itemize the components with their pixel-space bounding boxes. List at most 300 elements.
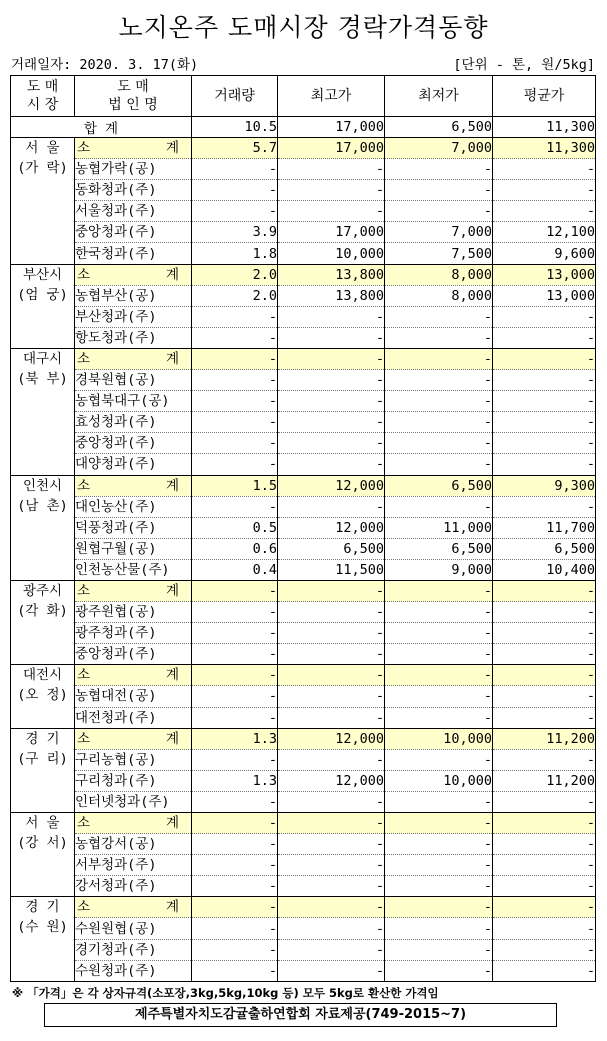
subtotal-volume: - <box>192 897 278 918</box>
cell-volume: 1.3 <box>192 770 278 791</box>
market-name-line: (북 부) <box>17 371 68 388</box>
table-row <box>11 770 596 791</box>
corp-name: 대전청과(주) <box>75 707 192 728</box>
subtotal-label <box>75 138 192 159</box>
cell-max: - <box>278 791 385 812</box>
cell-min: 11,000 <box>385 517 493 538</box>
corp-name: 수원청과(주) <box>75 960 192 981</box>
table-row <box>11 222 596 243</box>
subtotal-label <box>75 580 192 601</box>
cell-volume: - <box>192 180 278 201</box>
table-row <box>11 876 596 897</box>
corp-name: 효성청과(주) <box>75 412 192 433</box>
market-name-line: 광주시 <box>22 582 63 599</box>
subtotal-volume: - <box>192 580 278 601</box>
header-market-line2: 시 장 <box>26 97 59 113</box>
subtotal-label-text <box>75 265 191 285</box>
header-min: 최저가 <box>385 76 493 117</box>
cell-max: - <box>278 180 385 201</box>
subtotal-label-part: 계 <box>165 477 179 494</box>
cell-volume: - <box>192 707 278 728</box>
cell-max: - <box>278 855 385 876</box>
subtotal-label-part: 소 <box>77 899 91 916</box>
cell-volume: - <box>192 306 278 327</box>
cell-max: - <box>278 707 385 728</box>
cell-volume: - <box>192 644 278 665</box>
corp-name: 덕풍청과(주) <box>75 517 192 538</box>
cell-max: - <box>278 749 385 770</box>
table-row <box>11 285 596 306</box>
subtotal-label-part: 소 <box>77 815 91 832</box>
table-row <box>11 306 596 327</box>
cell-max: - <box>278 876 385 897</box>
header-corp-line2: 법 인 명 <box>108 97 158 113</box>
cell-avg: - <box>493 201 596 222</box>
subtotal-row <box>11 348 596 369</box>
cell-max: - <box>278 159 385 180</box>
corp-name: 경북원협(공) <box>75 370 192 391</box>
cell-min: - <box>385 180 493 201</box>
cell-min: - <box>385 791 493 812</box>
cell-max: - <box>278 644 385 665</box>
cell-avg: - <box>493 939 596 960</box>
subtotal-avg: - <box>493 348 596 369</box>
total-row <box>11 117 596 138</box>
subtotal-max: - <box>278 580 385 601</box>
total-min: 6,500 <box>385 117 493 138</box>
cell-max: 10,000 <box>278 243 385 264</box>
cell-max: 17,000 <box>278 222 385 243</box>
table-row <box>11 791 596 812</box>
market-cell <box>11 264 75 348</box>
cell-min: - <box>385 644 493 665</box>
cell-max: - <box>278 918 385 939</box>
market-name-line: 경 기 <box>25 730 60 747</box>
cell-volume: 2.0 <box>192 285 278 306</box>
subtotal-max: 17,000 <box>278 138 385 159</box>
cell-volume: - <box>192 960 278 981</box>
table-row <box>11 159 596 180</box>
cell-volume: - <box>192 454 278 475</box>
cell-max: 12,000 <box>278 770 385 791</box>
subtotal-label <box>75 728 192 749</box>
subtotal-min: - <box>385 897 493 918</box>
table-row <box>11 370 596 391</box>
subtotal-max: 12,000 <box>278 475 385 496</box>
subtotal-label-part: 계 <box>165 350 179 367</box>
cell-max: - <box>278 391 385 412</box>
corp-name: 원협구월(공) <box>75 538 192 559</box>
subtotal-max: - <box>278 813 385 834</box>
cell-min: - <box>385 370 493 391</box>
corp-name: 경기청과(주) <box>75 939 192 960</box>
cell-min: 9,000 <box>385 559 493 580</box>
cell-avg: - <box>493 454 596 475</box>
corp-name: 서부청과(주) <box>75 855 192 876</box>
header-max: 최고가 <box>278 76 385 117</box>
cell-min: - <box>385 454 493 475</box>
cell-max: 12,000 <box>278 517 385 538</box>
total-max: 17,000 <box>278 117 385 138</box>
cell-max: - <box>278 370 385 391</box>
market-name-line: 서 울 <box>25 815 60 831</box>
cell-min: - <box>385 496 493 517</box>
cell-min: - <box>385 602 493 623</box>
cell-max: - <box>278 623 385 644</box>
market-name-line: (오 정) <box>17 687 68 704</box>
table-row <box>11 391 596 412</box>
subtotal-label <box>75 475 192 496</box>
subtotal-avg: 13,000 <box>493 264 596 285</box>
subtotal-volume: 5.7 <box>192 138 278 159</box>
cell-max: - <box>278 306 385 327</box>
cell-min: - <box>385 918 493 939</box>
cell-max: 11,500 <box>278 559 385 580</box>
corp-name: 농협강서(공) <box>75 834 192 855</box>
subtotal-max: - <box>278 348 385 369</box>
market-cell <box>11 138 75 265</box>
cell-min: - <box>385 855 493 876</box>
cell-max: - <box>278 602 385 623</box>
subtotal-label-text <box>75 729 191 749</box>
cell-max: - <box>278 960 385 981</box>
subtotal-max: - <box>278 897 385 918</box>
subtotal-label-part: 소 <box>77 266 91 283</box>
cell-volume: - <box>192 623 278 644</box>
total-avg: 11,300 <box>493 117 596 138</box>
cell-avg: 6,500 <box>493 538 596 559</box>
subtotal-label <box>75 665 192 686</box>
market-cell <box>11 580 75 664</box>
cell-min: - <box>385 749 493 770</box>
subtotal-row <box>11 813 596 834</box>
table-row <box>11 180 596 201</box>
cell-avg: - <box>493 327 596 348</box>
subtotal-label-part: 소 <box>77 667 91 684</box>
price-table <box>10 75 596 982</box>
cell-avg: - <box>493 686 596 707</box>
cell-avg: - <box>493 834 596 855</box>
cell-min: 6,500 <box>385 538 493 559</box>
cell-min: - <box>385 834 493 855</box>
table-row <box>11 559 596 580</box>
cell-avg: - <box>493 707 596 728</box>
cell-volume: 1.8 <box>192 243 278 264</box>
cell-min: - <box>385 306 493 327</box>
cell-avg: - <box>493 180 596 201</box>
corp-name: 구리청과(주) <box>75 770 192 791</box>
footnote: ※ 「가격」은 각 상자규격(소포장,3kg,5kg,10kg 등) 모두 5kg로 환산한 가격임 <box>12 986 439 1000</box>
market-name-line: (남 촌) <box>17 497 68 514</box>
header-corp <box>75 76 192 117</box>
market-cell <box>11 475 75 580</box>
subtotal-avg: 9,300 <box>493 475 596 496</box>
cell-max: - <box>278 327 385 348</box>
market-name-line: (엄 궁) <box>17 286 68 303</box>
table-row <box>11 201 596 222</box>
cell-max: - <box>278 412 385 433</box>
cell-max: - <box>278 686 385 707</box>
cell-avg: - <box>493 960 596 981</box>
subtotal-label-part: 소 <box>77 730 91 747</box>
cell-min: - <box>385 159 493 180</box>
table-row <box>11 602 596 623</box>
subtotal-min: 10,000 <box>385 728 493 749</box>
table-row <box>11 412 596 433</box>
cell-max: - <box>278 834 385 855</box>
header-market <box>11 76 75 117</box>
subtotal-volume: 1.5 <box>192 475 278 496</box>
subtotal-min: 7,000 <box>385 138 493 159</box>
subtotal-label-part: 소 <box>77 140 91 157</box>
subtotal-row <box>11 665 596 686</box>
cell-avg: 10,400 <box>493 559 596 580</box>
subtotal-label-part: 계 <box>165 730 179 747</box>
corp-name: 부산청과(주) <box>75 306 192 327</box>
market-name-line: (가 락) <box>17 160 68 177</box>
cell-avg: 12,100 <box>493 222 596 243</box>
subtotal-min: - <box>385 348 493 369</box>
table-row <box>11 644 596 665</box>
total-volume: 10.5 <box>192 117 278 138</box>
cell-min: - <box>385 327 493 348</box>
cell-avg: - <box>493 749 596 770</box>
cell-avg: 11,700 <box>493 517 596 538</box>
market-cell <box>11 348 75 475</box>
cell-avg: - <box>493 412 596 433</box>
cell-volume: - <box>192 327 278 348</box>
subtotal-volume: 1.3 <box>192 728 278 749</box>
cell-min: - <box>385 686 493 707</box>
subtotal-label-text <box>75 897 191 917</box>
corp-name: 중앙청과(주) <box>75 222 192 243</box>
market-name-line: 대구시 <box>22 350 63 367</box>
market-name-line: 서 울 <box>25 140 60 156</box>
subtotal-min: - <box>385 665 493 686</box>
cell-volume: 3.9 <box>192 222 278 243</box>
cell-volume: - <box>192 749 278 770</box>
cell-volume: - <box>192 791 278 812</box>
header-volume: 거래량 <box>192 76 278 117</box>
market-name-line: (구 리) <box>17 750 68 767</box>
subtotal-label-part: 계 <box>165 140 179 157</box>
table-row <box>11 454 596 475</box>
source-box: 제주특별자치도감귤출하연합회 자료제공(749-2015~7) <box>44 1003 557 1027</box>
cell-max: - <box>278 496 385 517</box>
cell-min: 8,000 <box>385 285 493 306</box>
cell-volume: - <box>192 201 278 222</box>
cell-volume: - <box>192 686 278 707</box>
table-row <box>11 538 596 559</box>
cell-max: - <box>278 433 385 454</box>
subtotal-label-text <box>75 581 191 601</box>
table-row <box>11 623 596 644</box>
cell-min: 10,000 <box>385 770 493 791</box>
cell-min: 7,000 <box>385 222 493 243</box>
table-row <box>11 433 596 454</box>
cell-avg: - <box>493 370 596 391</box>
subtotal-min: - <box>385 813 493 834</box>
corp-name: 강서청과(주) <box>75 876 192 897</box>
table-row <box>11 686 596 707</box>
cell-volume: - <box>192 391 278 412</box>
subtotal-label-part: 계 <box>165 815 179 832</box>
subtotal-label <box>75 348 192 369</box>
table-row <box>11 960 596 981</box>
corp-name: 한국청과(주) <box>75 243 192 264</box>
cell-min: - <box>385 707 493 728</box>
unit-label: [단위 - 톤, 원/5kg] <box>453 57 595 73</box>
market-name-line: (수 원) <box>17 919 68 936</box>
cell-volume: 0.5 <box>192 517 278 538</box>
table-row <box>11 939 596 960</box>
cell-avg: - <box>493 391 596 412</box>
corp-name: 농협북대구(공) <box>75 391 192 412</box>
table-row <box>11 707 596 728</box>
cell-avg: - <box>493 855 596 876</box>
market-name-line: 경 기 <box>25 899 60 916</box>
cell-volume: - <box>192 496 278 517</box>
corp-name: 중앙청과(주) <box>75 644 192 665</box>
subtotal-avg: 11,200 <box>493 728 596 749</box>
corp-name: 대양청과(주) <box>75 454 192 475</box>
market-name-line: 인천시 <box>22 477 63 494</box>
cell-volume: - <box>192 412 278 433</box>
cell-volume: - <box>192 939 278 960</box>
corp-name: 수원원협(공) <box>75 918 192 939</box>
corp-name: 서울청과(주) <box>75 201 192 222</box>
subtotal-label <box>75 813 192 834</box>
market-cell <box>11 728 75 812</box>
subtotal-label-part: 계 <box>165 266 179 283</box>
subtotal-label-part: 소 <box>77 583 91 600</box>
cell-min: - <box>385 391 493 412</box>
corp-name: 중앙청과(주) <box>75 433 192 454</box>
cell-avg: - <box>493 791 596 812</box>
cell-avg: - <box>493 496 596 517</box>
table-row <box>11 243 596 264</box>
subtotal-label-part: 소 <box>77 350 91 367</box>
subtotal-row <box>11 580 596 601</box>
subtotal-volume: - <box>192 813 278 834</box>
cell-min: - <box>385 939 493 960</box>
subtotal-row <box>11 138 596 159</box>
subtotal-label-part: 소 <box>77 477 91 494</box>
market-name-line: 부산시 <box>22 266 63 283</box>
table-row <box>11 855 596 876</box>
cell-avg: - <box>493 623 596 644</box>
subtotal-row <box>11 728 596 749</box>
cell-max: - <box>278 454 385 475</box>
cell-min: - <box>385 201 493 222</box>
cell-avg: 13,000 <box>493 285 596 306</box>
corp-name: 구리농협(공) <box>75 749 192 770</box>
header-avg: 평균가 <box>493 76 596 117</box>
cell-volume: - <box>192 370 278 391</box>
header-market-line1: 도 매 <box>26 79 59 95</box>
cell-volume: - <box>192 159 278 180</box>
cell-max: 6,500 <box>278 538 385 559</box>
cell-volume: 0.4 <box>192 559 278 580</box>
subtotal-max: - <box>278 665 385 686</box>
cell-avg: 9,600 <box>493 243 596 264</box>
cell-min: 7,500 <box>385 243 493 264</box>
cell-avg: - <box>493 644 596 665</box>
cell-avg: 11,200 <box>493 770 596 791</box>
subtotal-max: 12,000 <box>278 728 385 749</box>
market-name-line: (강 서) <box>17 835 68 852</box>
subtotal-row <box>11 475 596 496</box>
subtotal-label-text <box>75 476 191 496</box>
subtotal-volume: 2.0 <box>192 264 278 285</box>
corp-name: 동화청과(주) <box>75 180 192 201</box>
corp-name: 인터넷청과(주) <box>75 791 192 812</box>
cell-volume: - <box>192 855 278 876</box>
corp-name: 농협대전(공) <box>75 686 192 707</box>
cell-volume: - <box>192 876 278 897</box>
subtotal-volume: - <box>192 348 278 369</box>
table-row <box>11 496 596 517</box>
market-name-line: (각 화) <box>17 603 68 620</box>
subtotal-min: 6,500 <box>385 475 493 496</box>
cell-min: - <box>385 876 493 897</box>
corp-name: 농협가락(공) <box>75 159 192 180</box>
market-name-line: 대전시 <box>22 667 63 684</box>
subtotal-row <box>11 897 596 918</box>
cell-volume: - <box>192 918 278 939</box>
cell-volume: - <box>192 834 278 855</box>
subtotal-label-part: 계 <box>165 583 179 600</box>
corp-name: 광주원협(공) <box>75 602 192 623</box>
corp-name: 항도청과(주) <box>75 327 192 348</box>
cell-min: - <box>385 412 493 433</box>
cell-avg: - <box>493 306 596 327</box>
subtotal-max: 13,800 <box>278 264 385 285</box>
corp-name: 농협부산(공) <box>75 285 192 306</box>
cell-avg: - <box>493 876 596 897</box>
trade-date: 거래일자: 2020. 3. 17(화) <box>11 57 199 73</box>
cell-avg: - <box>493 918 596 939</box>
table-row <box>11 749 596 770</box>
subtotal-avg: - <box>493 897 596 918</box>
cell-min: - <box>385 960 493 981</box>
subtotal-row <box>11 264 596 285</box>
corp-name: 인천농산물(주) <box>75 559 192 580</box>
subtotal-label-part: 계 <box>165 667 179 684</box>
cell-min: - <box>385 433 493 454</box>
page-title: 노지온주 도매시장 경락가격동향 <box>118 13 489 42</box>
table-row <box>11 834 596 855</box>
cell-volume: - <box>192 602 278 623</box>
subtotal-label-text <box>75 813 191 833</box>
cell-min: - <box>385 623 493 644</box>
subtotal-min: - <box>385 580 493 601</box>
subtotal-label <box>75 264 192 285</box>
subtotal-avg: - <box>493 580 596 601</box>
subtotal-min: 8,000 <box>385 264 493 285</box>
cell-max: - <box>278 201 385 222</box>
subtotal-avg: - <box>493 813 596 834</box>
total-label: 합 계 <box>11 117 192 138</box>
subtotal-label-text <box>75 349 191 369</box>
subtotal-label <box>75 897 192 918</box>
cell-max: - <box>278 939 385 960</box>
cell-max: 13,800 <box>278 285 385 306</box>
table-row <box>11 327 596 348</box>
cell-avg: - <box>493 159 596 180</box>
subtotal-label-text <box>75 665 191 685</box>
table-header-row <box>11 76 596 117</box>
